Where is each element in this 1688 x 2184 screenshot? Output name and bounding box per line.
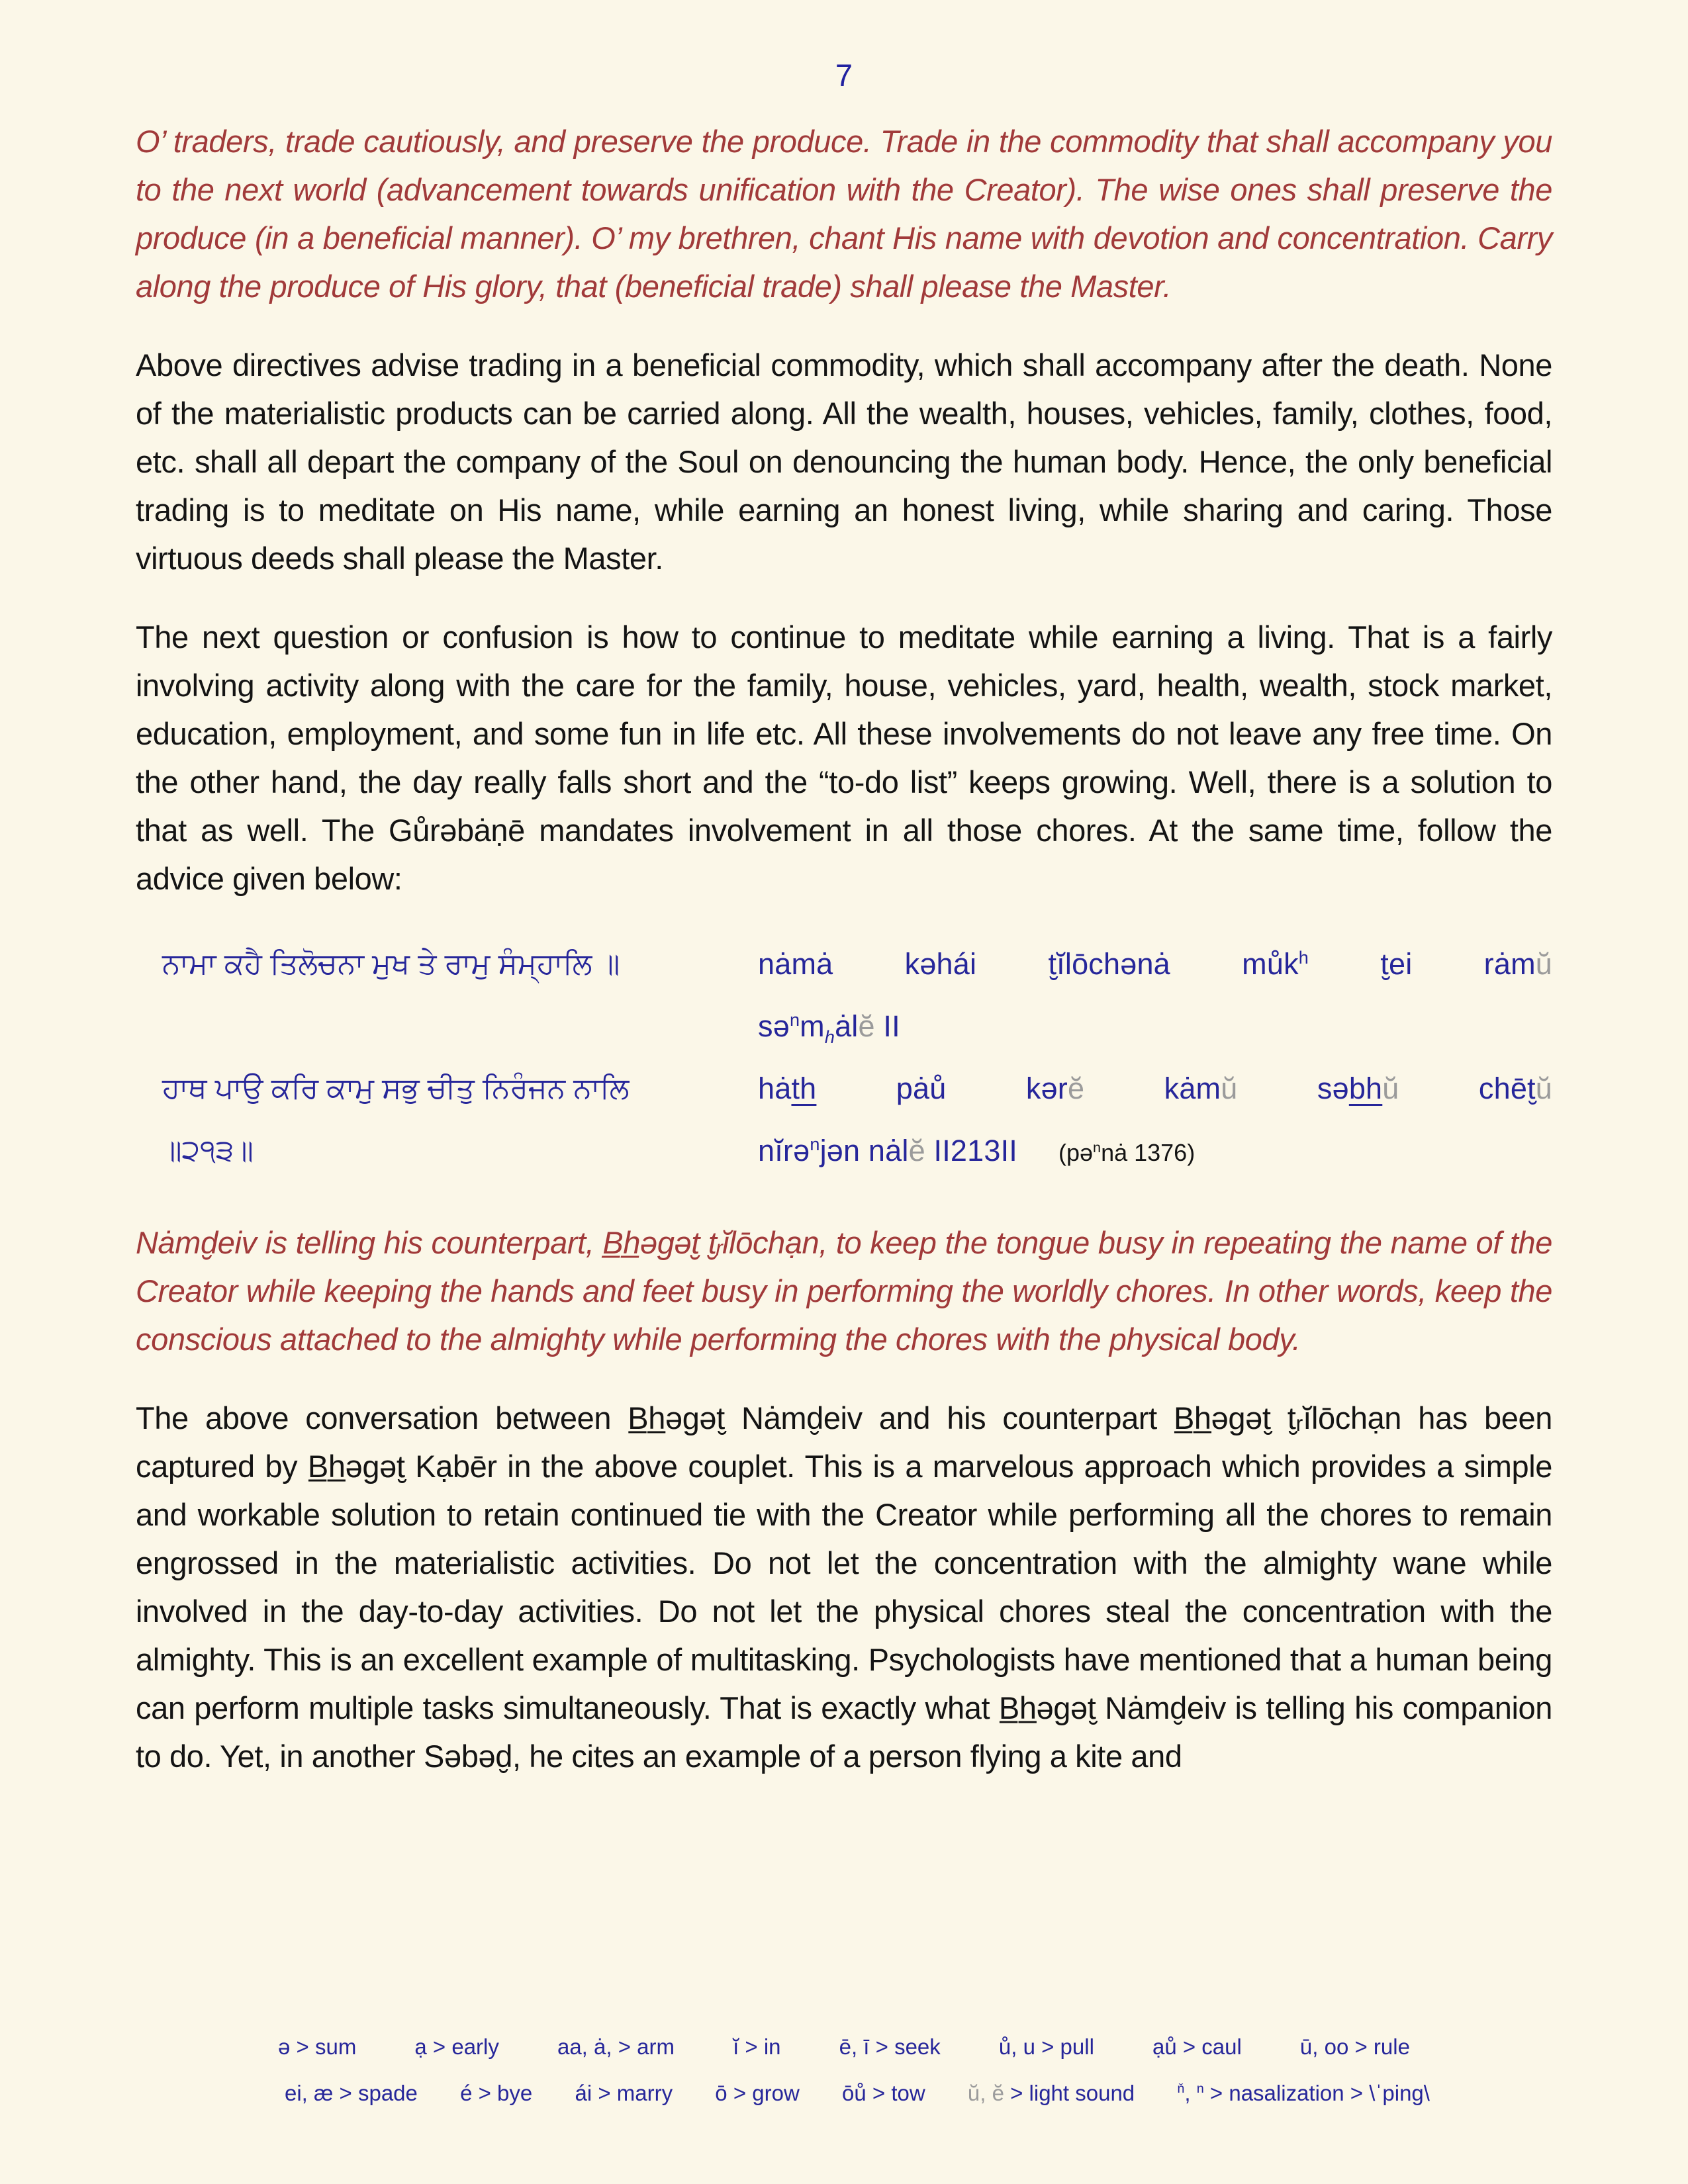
pronunciation-item: ů, u > pull: [998, 2034, 1094, 2059]
transliteration-column: [758, 933, 1552, 1184]
transliteration-line-2: $sə^nm_hȧlĕ$ II: [758, 1009, 900, 1047]
gurmukhi-line-1: ਨਾਮਾ ਕਹੈ ਤਿਲੋਚਨਾ ਮੁਖ ਤੇ ਰਾਮੁ ਸੰਮ੍ਹਾਲਿ ॥: [162, 948, 620, 980]
gurbani-couplet: [162, 933, 1552, 1184]
pronunciation-guide: [136, 2024, 1552, 2116]
body-paragraph-1: Above directives advise trading in a beneficial commodity, which shall accompany after the death. None of the materialistic products can be carried along. All the wealth, houses, vehicles, family, clothes, food, etc. shall all depart the company of the Soul on denouncing the human body. Hence, the only beneficial trading is to meditate on His name, while earning an honest living, while sharing and caring. Those virtuous deeds shall please the Master.: [136, 347, 1552, 576]
gurmukhi-line-3: ॥੨੧੩॥: [162, 1134, 254, 1167]
body-paragraph-3: The above conversation between B̲h̲əgət̮ Nȧmd̮eiv and his counterpart B̲h̲əgət̮ t̮ᵣĭlōchạn has been captured by B̲h̲əgət̮ Kạbēr in the above couplet. This is a marvelous approach which provides a simple and workable solution to retain continued tie with the Creator while performing all the chores to remain engrossed in the materialistic activities. Do not let the concentration with the almighty wane while involved in the day-to-day activities. Do not let the physical chores steal the concentration with the almighty. This is an excellent example of multitasking. Psychologists have mentioned that a human being can perform multiple tasks simultaneously. That is exactly what B̲h̲əgət̮ Nȧmd̮eiv is telling his companion to do. Yet, in another Səbəd̮, he cites an example of a person flying a kite and: [136, 1400, 1552, 1774]
gurmukhi-line-2: ਹਾਥ ਪਾਉ ਕਰਿ ਕਾਮੁ ਸਭੁ ਚੀਤੁ ਨਿਰੰਜਨ ਨਾਲਿ: [162, 1072, 630, 1105]
page-number: 7: [835, 58, 853, 93]
pronunciation-item: ĭ > in: [733, 2034, 781, 2059]
pronunciation-item: ū, oo > rule: [1299, 2034, 1410, 2059]
page-reference: (pə$^n$nȧ 1376): [1058, 1139, 1196, 1166]
pronunciation-item: é > bye: [460, 2081, 533, 2105]
pronunciation-row-2: [285, 2070, 1430, 2116]
pronunciation-item: ōů > tow: [842, 2081, 925, 2105]
transliteration-line-4-text: nĭrə$^n$jən nȧlĕ II213II: [758, 1134, 1018, 1167]
pronunciation-item: ō > grow: [715, 2081, 800, 2105]
pronunciation-item: ạ > early: [414, 2034, 499, 2059]
gurmukhi-spacer: [162, 995, 758, 1058]
quote-paragraph-2: Nȧmd̮eiv is telling his counterpart, B̲h̲əgət̮ t̮ᵣĭlōchạn, to keep the tongue busy in repeating the name of the Creator while keeping the hands and feet busy in performing the worldly chores. In other words, keep the conscious attached to the almighty while performing the chores with the physical body.: [136, 1225, 1552, 1357]
pronunciation-item: ei, æ > spade: [285, 2081, 418, 2105]
pronunciation-item: ạů > caul: [1152, 2034, 1242, 2059]
pronunciation-item: aa, ȧ, > arm: [557, 2034, 675, 2059]
transliteration-line-1: nȧmȧ kəhái t̮ĭlōchənȧ můk$^h$ t̮ei rȧmŭ: [758, 947, 1552, 981]
body-paragraph-2: The next question or confusion is how to continue to meditate while earning a living. That is a fairly involving activity along with the care for the family, house, vehicles, yard, health, wealth, stock market, education, employment, and some fun in life etc. All these involvements do not leave any free time. On the other hand, the day really falls short and the “to-do list” keeps growing. Well, there is a solution to that as well. The Gůrəbȧṇē mandates involvement in all those chores. At the same time, follow the advice given below:: [136, 619, 1552, 896]
transliteration-line-3: hȧth pȧů kərĕ kȧmŭ səbhŭ chēt̮ŭ: [758, 1071, 1552, 1105]
pronunciation-row-1: [278, 2024, 1410, 2070]
transliteration-line-4: [758, 1120, 1552, 1184]
pronunciation-item: ŭ, ĕ > light sound: [967, 2081, 1135, 2105]
quote-paragraph-1: O’ traders, trade cautiously, and preserve the produce. Trade in the commodity that shall accompany you to the next world (advancement towards unification with the Creator). The wise ones shall preserve the produce (in a beneficial manner). O’ my brethren, chant His name with devotion and concentration. Carry along the produce of His glory, that (beneficial trade) shall please the Master.: [136, 124, 1552, 304]
gurmukhi-column: [162, 933, 758, 1184]
pronunciation-item: ə > sum: [278, 2034, 357, 2059]
pronunciation-item: ái > marry: [575, 2081, 673, 2105]
pronunciation-item: $^ň$, $^n$ > nasalization > \ˈping\: [1177, 2081, 1430, 2105]
pronunciation-item: ē, ī > seek: [839, 2034, 941, 2059]
